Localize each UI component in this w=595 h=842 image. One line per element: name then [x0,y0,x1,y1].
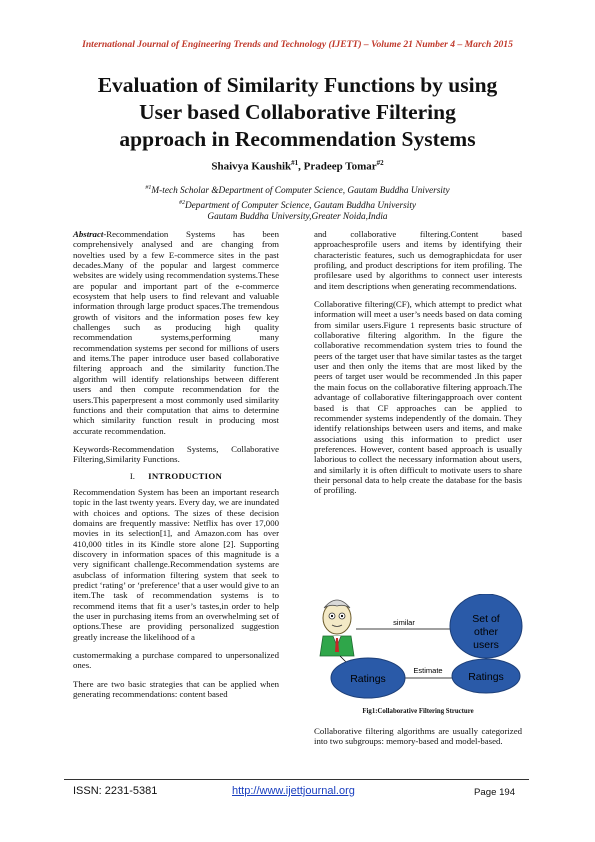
body-paragraph: Collaborative filtering algorithms are usually categorized into two subgroups: memory-based and model-based. [314,726,522,747]
abstract-text: -Recommendation Systems has been comprehensively analysed and are changing from novelties used by a few E-commerce sites in the past decades.Many of the popular and largest commerce websites are widely using recommendation systems.These are popular and important part of the e-commerce ecosystem that help users to find relevant and valuable information through large product spaces.The tremendous growth of visitors and the information poses few key challenges such as producing high quality recommendation systems,performing many recommendation systems per second for millions of users and items.The paper introduce user based collaborative filtering approach and the similarity function.The algorithm will identify relationships between different users and then compute recommendation for the users.This paperpresent a most commonly used similarity functions and their computation that aims to determine which similarity function result in producing most accurate recommendation. [73,229,279,436]
footer-issn: ISSN: 2231-5381 [73,785,158,797]
author-name: Pradeep Tomar [303,160,377,173]
body-paragraph: Recommendation System has been an important research topic in the last twenty years. Every day, we are inundated with choices and options. The sizes of these decision domains are frequently massive: Netflix has over 17,000 movies in its selection[1], and Amazon.com has over 410,000 titles in its Kindle store alone [2]. Supporting discovery in information spaces of this magnitude is a very significant challenge.Recommendation systems are asubclass of information filtering system that seek to predict ‘rating’ or ‘preference’ that a user would give to an item.The task of recommendation systems is to recommend items that fit a user’s tastes,in order to help the user in purchasing items from an overwhelming set of options.These are providing personalized suggestion greatly increase the likelihood of a [73,486,279,642]
figure-caption: Fig1:Collaborative Filtering Structure [362,708,474,715]
title-line: User based Collaborative Filtering [139,100,456,124]
author-separator: , [298,160,304,173]
title-line: Evaluation of Similarity Functions by using [97,73,498,97]
section-title: INTRODUCTION [148,470,223,481]
right-column [314,229,522,496]
left-column [73,229,279,699]
affiliation-line [0,183,595,198]
keywords: Keywords-Recommendation Systems, Collaborative Filtering,Similarity Functions. [73,443,279,465]
author-list [0,159,595,173]
abstract-label: Abstract [73,229,104,239]
body-paragraph: Collaborative filtering(CF), which attempt to predict what information will meet a user’s needs based on data coming from similar users.Figure 1 represents basic structure of collaborative filtering algorithm. In the figure the collaborative recommendation system tries to found the peers of the target user that have similar tastes as the target user and then only the items that are most liked by the peers of target user would be recommended .In this paper the main focus on the collaborative filtering approach.The advantage of collaborative filteringapproach over content based is that CF approaches can be applied to recommender systems independently of the domain. They identify relationships between users and items, and make associations using this information to predict user preferences. However, content based approach is usually laborious to collect the necessary information about users, and similarly it is often difficult to motivate users to share their personal data to help create the database for the basis of profiling. [314,299,522,496]
node-label-ratings-right: Ratings [468,671,504,683]
author-name: Shaivya Kaushik [211,160,292,173]
right-column-lower [314,726,522,747]
footer-page-number: Page 194 [474,787,516,798]
author-superscript: #2 [376,159,384,167]
affiliation-text: M-tech Scholar &Department of Computer Science, Gautam Buddha University [151,186,450,197]
journal-header: International Journal of Engineering Trends and Technology (IJETT) – Volume 21 Number 4 – March 2015 [82,39,513,50]
node-label-line: other [474,626,498,638]
body-paragraph: There are two basic strategies that can be applied when generating recommendations: content based [73,678,279,700]
node-label-line: users [473,639,499,651]
edge-label-estimate: Estimate [413,666,443,675]
edge-label-similar: similar [393,618,415,627]
title-line: approach in Recommendation Systems [119,127,476,151]
footer-journal-link[interactable]: http://www.ijettjournal.org [232,785,355,797]
body-paragraph: and collaborative filtering.Content based approachesprofile users and items by identifying their characteristic features, such us demographicdata for user profiling, and product descriptions for item profiling. The profilesare used by algorithms to connect user interests and item descriptions when generating recommendations. [314,229,522,291]
affiliations [0,183,595,224]
affiliation-superscript: #1 [145,185,152,191]
section-number: I. [129,470,135,481]
target-user-icon [320,600,354,656]
section-heading [73,471,279,481]
affiliation-superscript: #2 [178,199,185,206]
affiliation-line [0,198,595,213]
footer-divider [64,779,529,780]
affiliation-line: Gautam Buddha University,Greater Noida,India [207,212,388,223]
affiliation-text: Department of Computer Science, Gautam Buddha University [184,200,417,211]
author-superscript: #1 [291,159,299,167]
body-paragraph: customermaking a purchase compared to unpersonalized ones. [73,650,279,671]
paper-title [40,72,555,153]
node-label-line: Set of [472,613,500,625]
collaborative-filtering-figure [316,594,523,706]
abstract [73,229,279,436]
node-label-ratings-left: Ratings [350,673,386,685]
